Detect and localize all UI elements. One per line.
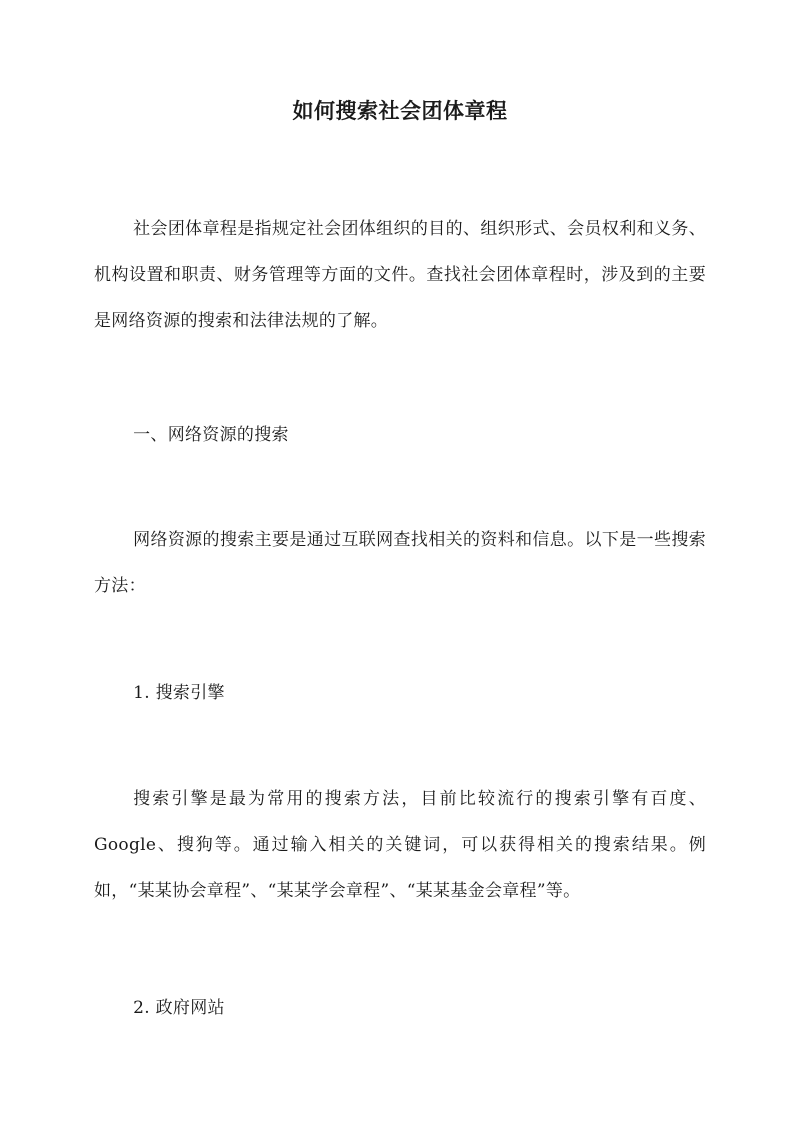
item-heading-search-engine: 1. 搜索引擎 (133, 683, 225, 703)
document-title: 如何搜索社会团体章程 (292, 98, 508, 123)
item-heading-government-website: 2. 政府网站 (133, 998, 225, 1018)
intro-paragraph: 社会团体章程是指规定社会团体组织的目的、组织形式、会员权利和义务、机构设置和职责、财务管理等方面的文件。查找社会团体章程时，涉及到的主要是网络资源的搜索和法律法规的了解。 (94, 219, 706, 331)
section-paragraph-network-search: 网络资源的搜索主要是通过互联网查找相关的资料和信息。以下是一些搜索方法： (94, 530, 706, 596)
item-paragraph-search-engine: 搜索引擎是最为常用的搜索方法，目前比较流行的搜索引擎有百度、Google、搜狗等。通过输入相关的关键词，可以获得相关的搜索结果。例如，“某某协会章程”、“某某学会章程”、“某某基金会章程”等。 (94, 789, 706, 901)
section-heading-network-search: 一、网络资源的搜索 (133, 425, 289, 445)
